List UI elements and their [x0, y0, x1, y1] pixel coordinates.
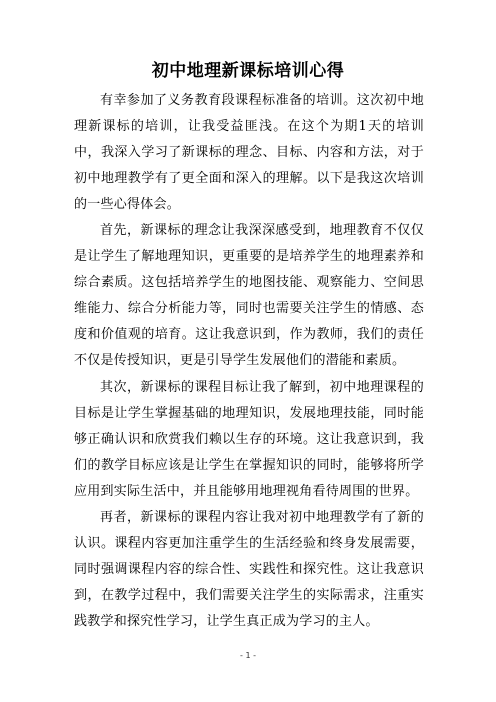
- paragraph-second-point: 其次，新课标的课程目标让我了解到，初中地理课程的目标是让学生掌握基础的地理知识，发展地理技能，同时能够正确认识和欣赏我们赖以生存的环境。这让我意识到，我们的教学目标应该是让学生在掌握知识的同时，能够将所学应用到实际生活中，并且能够用地理视角看待周围的世界。: [74, 379, 424, 499]
- page-title: 初中地理新课标培训心得: [151, 61, 345, 81]
- paragraph-intro: 有幸参加了义务教育段课程标准备的培训。这次初中地理新课标的培训，让我受益匪浅。在这个为期1天的培训中，我深入学习了新课标的理念、目标、内容和方法，对于初中地理教学有了更全面和深入的理解。以下是我这次培训的一些心得体会。: [74, 93, 424, 213]
- page-number: - 1 -: [240, 651, 256, 660]
- document-body: [74, 88, 424, 635]
- paragraph-third-point: 再者，新课标的课程内容让我对初中地理教学有了新的认识。课程内容更加注重学生的生活经验和终身发展需要，同时强调课程内容的综合性、实践性和探究性。这让我意识到，在教学过程中，我们需要关注学生的实际需求，注重实践教学和探究性学习，让学生真正成为学习的主人。: [74, 509, 424, 629]
- paragraph-first-point: 首先，新课标的理念让我深深感受到，地理教育不仅仅是让学生了解地理知识，更重要的是培养学生的地理素养和综合素质。这包括培养学生的地图技能、观察能力、空间思维能力、综合分析能力等，同时也需要关注学生的情感、态度和价值观的培育。这让我意识到，作为教师，我们的责任不仅是传授知识，更是引导学生发展他们的潜能和素质。: [74, 223, 424, 369]
